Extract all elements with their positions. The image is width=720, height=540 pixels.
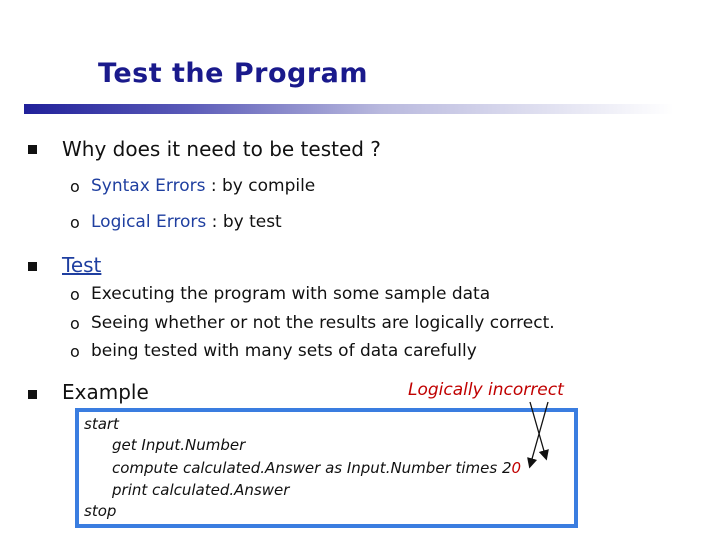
logical-errors-label: Logical Errors	[91, 212, 207, 232]
code-line-print: print calculated.Answer	[112, 481, 290, 499]
compute-text: compute calculated.Answer as Input.Number times 2	[112, 459, 512, 477]
slide-title: Test the Program	[98, 58, 369, 89]
bullet-example: Example	[62, 380, 149, 404]
sub-item-seeing: Seeing whether or not the results are logically correct.	[91, 313, 555, 333]
code-line-get-input: get Input.Number	[112, 436, 246, 454]
code-line-stop: stop	[84, 502, 117, 520]
syntax-errors-rest: : by compile	[205, 176, 316, 196]
bullet-why-tested: Why does it need to be tested ?	[62, 137, 381, 161]
sub-item-executing: Executing the program with some sample data	[91, 284, 491, 304]
sub-bullet-circle-icon: o	[70, 342, 80, 361]
sub-bullet-circle-icon: o	[70, 177, 80, 196]
arrow-to-incorrect-digit	[530, 402, 546, 458]
logically-incorrect-annotation: Logically incorrect	[408, 380, 564, 400]
sub-bullet-circle-icon: o	[70, 213, 80, 232]
logical-errors-rest: : by test	[206, 212, 282, 232]
code-line-start: start	[84, 415, 119, 433]
sub-item-being-tested: being tested with many sets of data carefully	[91, 341, 477, 361]
incorrect-digit: 0	[511, 459, 522, 477]
sub-bullet-circle-icon: o	[70, 314, 80, 333]
syntax-errors-label: Syntax Errors	[91, 176, 206, 196]
sub-bullet-circle-icon: o	[70, 285, 80, 304]
bullet-test-link[interactable]: Test	[62, 253, 102, 277]
